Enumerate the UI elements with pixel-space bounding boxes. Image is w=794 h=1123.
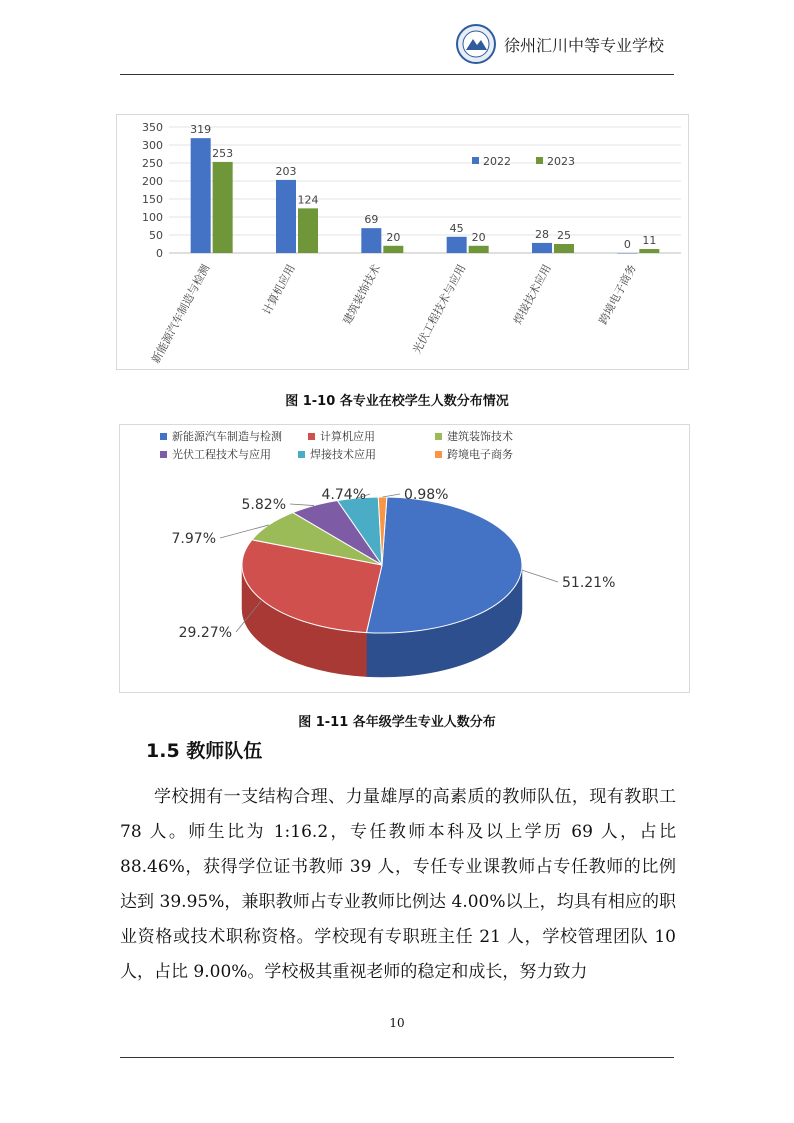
bar-2023-1 xyxy=(298,208,318,253)
bar-chart xyxy=(117,115,688,369)
category-label: 计算机应用 xyxy=(260,262,298,317)
legend-label-2: 建筑装饰技术 xyxy=(447,430,513,443)
school-name: 徐州汇川中等专业学校 xyxy=(504,36,665,55)
bar-chart-container xyxy=(116,114,689,370)
bar-2023-4 xyxy=(554,244,574,253)
pie-chart xyxy=(120,425,689,692)
bar-value-label: 45 xyxy=(449,221,464,235)
body-text xyxy=(120,780,676,990)
y-tick-label: 300 xyxy=(142,139,163,152)
y-tick-label: 150 xyxy=(142,193,163,206)
bar-value-label: 124 xyxy=(297,193,319,207)
bar-2022-3 xyxy=(447,237,467,253)
leader-line xyxy=(522,570,558,582)
leader-line xyxy=(383,494,400,497)
bar-value-label: 319 xyxy=(190,123,212,137)
bar-value-label: 20 xyxy=(386,230,401,244)
figure-1-10-caption: 图 1-10 各专业在校学生人数分布情况 xyxy=(285,394,509,409)
bar-2023-2 xyxy=(383,246,403,253)
bar-value-label: 253 xyxy=(212,146,234,160)
pie-chart-container xyxy=(119,424,690,693)
bar-value-label: 28 xyxy=(535,227,549,241)
y-tick-label: 0 xyxy=(156,247,163,260)
y-tick-label: 250 xyxy=(142,157,163,170)
bar-2022-5 xyxy=(617,253,637,254)
category-label: 跨境电子商务 xyxy=(596,262,639,327)
legend-label-3: 光伏工程技术与应用 xyxy=(172,448,271,461)
page-header xyxy=(120,20,674,75)
bar-value-label: 25 xyxy=(557,229,571,242)
bar-2022-2 xyxy=(361,228,381,253)
legend-label-4: 焊接技术应用 xyxy=(310,448,376,461)
figure-1-11-caption: 图 1-11 各年级学生专业人数分布 xyxy=(298,715,496,730)
legend-label-5: 跨境电子商务 xyxy=(447,448,513,461)
section-title: 1.5 教师队伍 xyxy=(146,740,263,762)
leader-line xyxy=(290,504,314,506)
bar-2023-3 xyxy=(469,246,489,253)
legend-swatch-2023 xyxy=(536,157,543,164)
category-label: 光伏工程技术与应用 xyxy=(410,262,469,356)
footer-rule xyxy=(120,1057,674,1058)
school-logo-icon xyxy=(456,24,496,64)
pie-value-label-1: 29.27% xyxy=(178,625,232,641)
y-tick-label: 350 xyxy=(142,121,163,134)
category-label: 建筑装饰技术 xyxy=(340,262,383,327)
bar-value-label: 203 xyxy=(275,164,297,178)
bar-value-label: 0 xyxy=(623,238,631,251)
legend-swatch-0 xyxy=(160,433,167,440)
bar-2022-4 xyxy=(532,243,552,253)
bar-2023-5 xyxy=(639,249,659,253)
legend-swatch-5 xyxy=(435,451,442,458)
y-tick-label: 50 xyxy=(149,229,163,242)
legend-swatch-4 xyxy=(298,451,305,458)
bar-2022-0 xyxy=(191,138,211,253)
legend-swatch-2022 xyxy=(472,157,479,164)
paragraph: 学校拥有一支结构合理、力量雄厚的高素质的教师队伍，现有教职工 78 人。师生比为 1:16.2，专任教师本科及以上学历 69 人，占比 88.46%，获得学位证书教师 39 人，专任专业课教师占专任教师的比例达到 39.95%，兼职教师占专业教师比例达 4.00%以上，均具有相应的职业资格或技术职称资格。学校现有专职班主任 21 人，学校管理团队 10 人，占比 9.00%。学校极其重视老师的稳定和成长，努力致力 xyxy=(120,787,676,982)
category-label: 焊接技术应用 xyxy=(511,262,554,327)
pie-value-label-2: 7.97% xyxy=(171,531,216,547)
category-label: 新能源汽车制造与检测 xyxy=(149,262,213,366)
bar-value-label: 11 xyxy=(642,234,657,248)
legend-label-0: 新能源汽车制造与检测 xyxy=(172,430,282,443)
bar-value-label: 69 xyxy=(364,213,379,227)
y-tick-label: 200 xyxy=(142,175,163,188)
bar-value-label: 20 xyxy=(471,230,486,244)
bar-2022-1 xyxy=(276,180,296,253)
legend-swatch-1 xyxy=(308,433,315,440)
pie-value-label-0: 51.21% xyxy=(562,575,616,591)
pie-value-label-5: 0.98% xyxy=(404,487,449,503)
bar-2023-0 xyxy=(213,162,233,253)
legend-label-1: 计算机应用 xyxy=(320,430,375,443)
pie-value-label-4: 4.74% xyxy=(321,487,366,503)
page-number: 10 xyxy=(389,1016,405,1030)
legend-swatch-2 xyxy=(435,433,442,440)
legend-swatch-3 xyxy=(160,451,167,458)
legend-label-2022: 2022 xyxy=(483,155,511,168)
pie-value-label-3: 5.82% xyxy=(241,497,286,513)
legend-label-2023: 2023 xyxy=(547,155,575,168)
y-tick-label: 100 xyxy=(142,211,163,224)
